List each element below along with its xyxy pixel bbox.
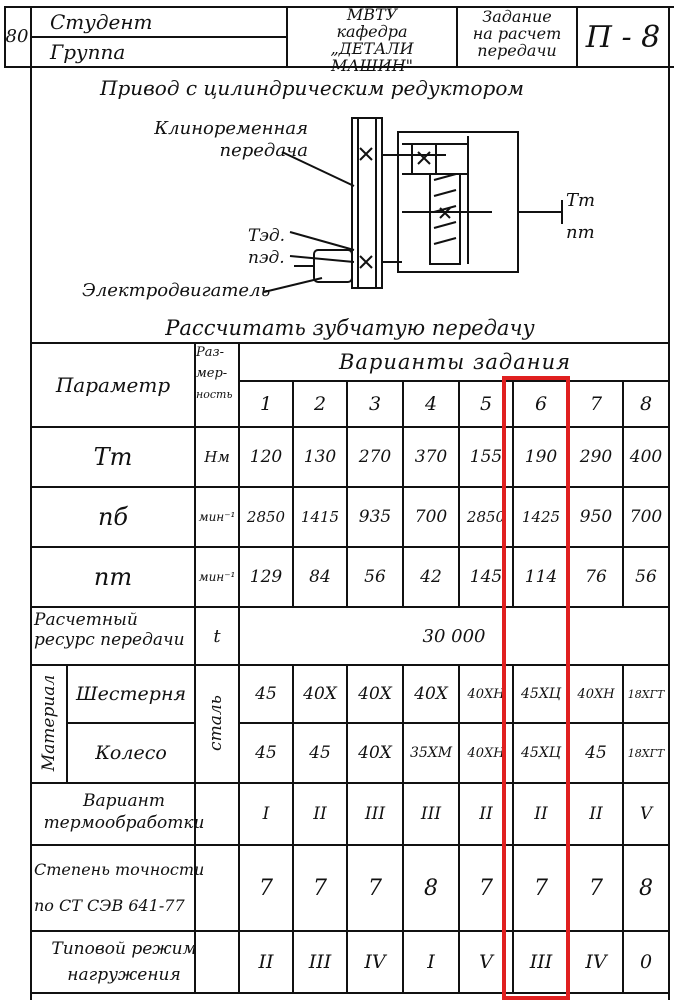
variant-number: 5 [479,393,493,415]
dimension-header-line-3: ность [196,388,233,401]
value-cell: III [308,951,332,973]
org-line-2: кафедра [336,22,408,41]
output-torque-label: Тт [566,190,596,211]
dimension-header [196,346,238,401]
motor-label: Электродвигатель [82,280,271,301]
value-cell: 45 [255,684,277,704]
material-unit: сталь [206,695,226,751]
value-cell: 700 [629,507,663,527]
heat-label-line-2: термообработки [43,813,205,833]
value-cell: II [589,804,603,824]
org-block [288,6,456,74]
org-line-1: МВТУ [346,5,398,24]
value-cell: III [364,804,386,824]
value-cell: 40Х [414,684,448,704]
task-line-3: передачи [477,41,557,60]
value-cell: 7 [589,875,603,901]
unit-label: Нм [204,448,230,466]
accuracy-label-line-2: по СТ СЭВ 641-77 [34,896,185,915]
resource-label [34,610,194,650]
value-cell: 7 [313,875,327,901]
value-cell: 45 [585,743,607,763]
value-cell: 950 [579,507,613,527]
value-cell: 45 [255,743,277,763]
value-cell: 400 [629,447,663,467]
accuracy-label [34,852,234,924]
material-group-label: Материал [39,674,59,772]
value-cell: 56 [635,567,657,587]
value-cell: 7 [368,875,382,901]
load-label [34,936,214,988]
variant-number: 1 [259,393,273,415]
value-cell: IV [364,951,386,973]
param-label: nб [97,503,129,531]
belt-label-line-2: передача [219,140,308,161]
value-cell: 84 [309,567,331,587]
heat-label-line-1: Вариант [83,791,165,811]
value-cell: 8 [424,875,438,901]
param-label: Тт [93,443,133,471]
org-line-3: „ДЕТАЛИ МАШИН" [330,39,414,75]
page-number: 80 [5,25,29,47]
motor-torque-label: Тэд. [248,226,286,246]
value-cell: II [534,804,548,824]
wheel-label: Колесо [95,742,167,764]
value-cell: II [313,804,327,824]
value-cell: 45 [309,743,331,763]
variant-number: 2 [313,393,327,415]
resource-label-line-2: ресурс передачи [34,630,185,650]
value-cell: 45ХЦ [521,745,561,761]
value-cell: 270 [358,447,392,467]
value-cell: 40ХН [467,686,505,702]
value-cell: 155 [469,447,503,467]
value-cell: 145 [469,567,503,587]
param-header: Параметр [55,373,171,397]
value-cell: 40ХН [467,745,505,761]
value-cell: 7 [259,875,273,901]
value-cell: 35ХМ [409,745,453,761]
value-cell: 7 [479,875,493,901]
value-cell: 18ХГТ [627,687,665,701]
value-cell: II [258,951,274,973]
variant-number: 3 [368,393,382,415]
value-cell: IV [585,951,607,973]
load-label-line-1: Типовой режим [51,939,197,959]
value-cell: 114 [524,567,558,587]
param-label: nт [93,563,133,591]
value-cell: 1425 [521,508,561,526]
value-cell: 700 [414,507,448,527]
variant-number: 6 [534,393,548,415]
task-block [458,8,576,59]
diagram-title: Привод с цилиндрическим редуктором [100,76,524,100]
variant-number: 8 [639,393,653,415]
value-cell: 40Х [358,684,392,704]
value-cell: I [427,951,435,973]
value-cell: 290 [579,447,613,467]
group-label: Группа [50,40,126,64]
output-speed-label: nт [566,222,595,243]
value-cell: I [262,804,270,824]
resource-label-line-1: Расчетный [34,610,138,630]
resource-unit: t [213,625,221,647]
student-label: Студент [50,10,153,34]
value-cell: 40Х [303,684,337,704]
value-cell: III [420,804,442,824]
value-cell: 370 [414,447,448,467]
accuracy-label-line-1: Степень точности [34,860,205,879]
value-cell: 45ХЦ [521,686,561,702]
dimension-header-line-1: Раз- [196,345,224,360]
value-cell: 40Х [358,743,392,763]
dimension-header-line-2: мер- [196,366,228,381]
unit-label: мин⁻¹ [198,510,236,524]
value-cell: 18ХГТ [627,746,665,760]
value-cell: 129 [249,567,283,587]
value-cell: 2850 [246,508,286,526]
value-cell: 190 [524,447,558,467]
resource-value: 30 000 [422,625,486,647]
belt-label-line-1: Клиноременная [154,118,308,139]
value-cell: 935 [358,507,392,527]
unit-label: мин⁻¹ [198,570,236,584]
value-cell: 1415 [300,508,340,526]
value-cell: 76 [585,567,607,587]
variant-number: 7 [589,393,603,415]
value-cell: 8 [639,875,653,901]
task-line-1: Задание [482,7,552,26]
variant-number: 4 [424,393,438,415]
value-cell: III [529,951,553,973]
value-cell: 2850 [466,508,506,526]
value-cell: 120 [249,447,283,467]
value-cell: 7 [534,875,548,901]
value-cell: 130 [303,447,337,467]
load-label-line-2: нагружения [67,965,181,985]
task-title: Рассчитать зубчатую передачу [165,316,535,340]
gear-label: Шестерня [75,683,187,705]
value-cell: II [479,804,493,824]
task-line-2: на расчет [472,24,562,43]
value-cell: V [479,951,493,973]
variants-header: Варианты задания [338,350,572,374]
value-cell: V [639,804,653,824]
value-cell: 40ХН [577,686,615,702]
motor-speed-label: nэд. [248,248,285,268]
task-code: П - 8 [585,19,661,55]
value-cell: 42 [420,567,442,587]
value-cell: 56 [364,567,386,587]
heat-label [34,790,214,834]
variant-highlight-box [502,376,570,1000]
value-cell: 0 [639,951,653,973]
